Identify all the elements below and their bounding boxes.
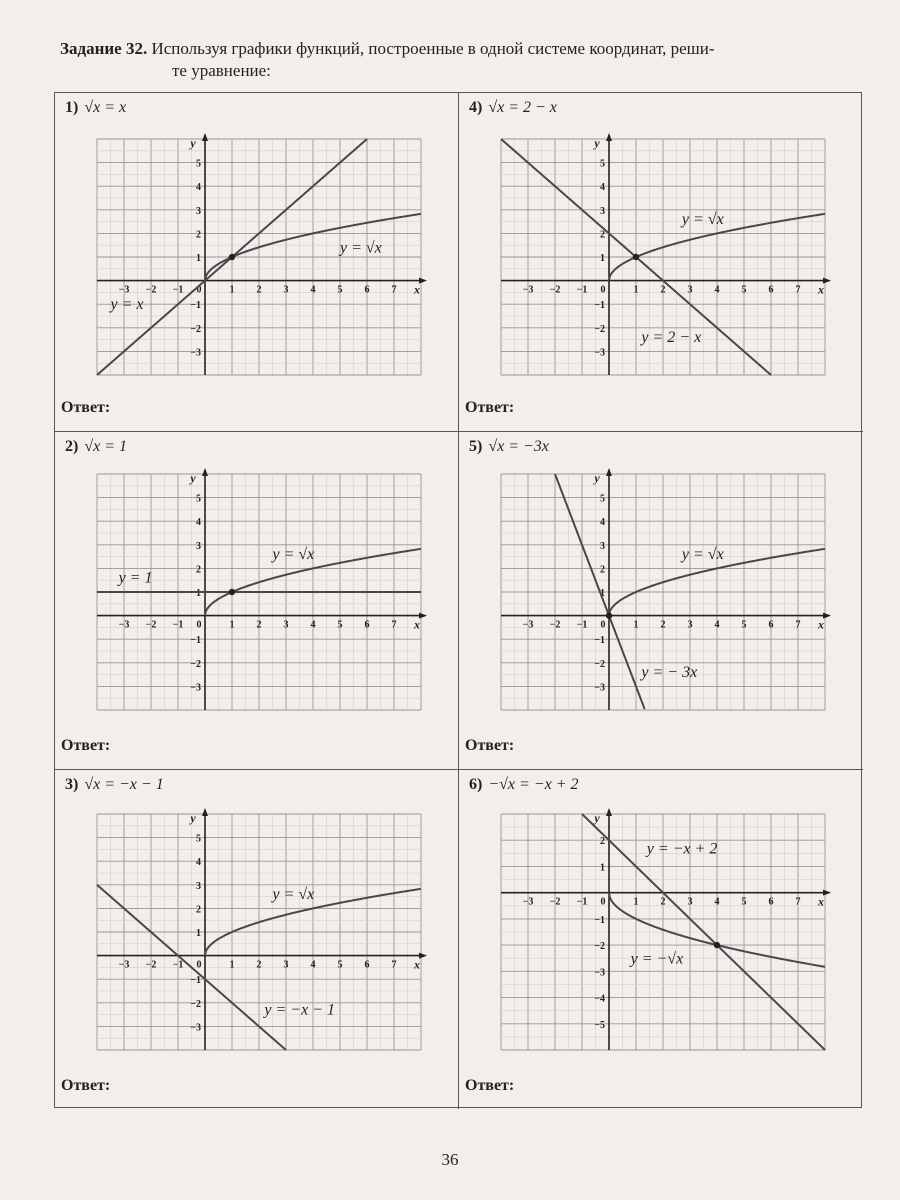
x-axis-arrow [823, 890, 831, 896]
x-tick-label: 1 [633, 896, 639, 908]
x-axis-arrow [419, 953, 427, 959]
x-tick-label: −1 [576, 284, 588, 296]
x-axis-arrow [823, 278, 831, 284]
answer-label: Ответ: [61, 1077, 111, 1094]
x-tick-label: −1 [576, 619, 588, 631]
task-label: 3) √x = −x − 1 [65, 776, 164, 793]
x-tick-label: 3 [687, 284, 693, 296]
x-tick-label: 6 [768, 896, 774, 908]
y-axis-name: y [190, 136, 196, 150]
x-tick-label: 2 [256, 284, 262, 296]
y-tick-label: −3 [594, 682, 605, 694]
task-label: 1) √x = x [65, 99, 127, 116]
y-tick-label: −2 [190, 323, 201, 335]
function-label: y = − 3x [641, 663, 698, 681]
y-tick-label: −1 [190, 300, 201, 312]
intersection-point [633, 254, 639, 260]
y-tick-label: −3 [190, 682, 201, 694]
y-tick-label: −1 [594, 300, 605, 312]
y-tick-label: 2 [600, 836, 605, 848]
y-tick-label: 4 [600, 182, 605, 194]
y-tick-label: 1 [196, 928, 201, 939]
x-tick-label: −1 [172, 619, 184, 631]
task-label: 2) √x = 1 [65, 438, 128, 455]
x-tick-label: −2 [145, 619, 157, 631]
y-tick-label: −3 [594, 347, 605, 359]
y-tick-label: 2 [196, 229, 201, 241]
x-tick-label: 2 [660, 896, 666, 908]
y-tick-label: −4 [594, 993, 605, 1005]
y-tick-label: −2 [190, 998, 201, 1010]
answer-label: Ответ: [61, 399, 111, 416]
task-cell-1 [55, 93, 459, 432]
task-number: Задание 32. [60, 39, 148, 58]
y-tick-label: 1 [600, 253, 605, 264]
y-tick-label: −2 [594, 658, 605, 670]
x-tick-label: 5 [741, 896, 747, 908]
y-tick-label: 5 [600, 493, 605, 505]
y-axis-name: y [594, 471, 600, 485]
x-tick-label: −2 [549, 284, 561, 296]
answer-label: Ответ: [465, 399, 515, 416]
x-tick-label: 6 [768, 284, 774, 296]
x-tick-label: 0 [600, 284, 606, 296]
tasks-table [54, 92, 862, 1108]
x-tick-label: 2 [256, 959, 262, 971]
x-tick-label: −1 [172, 959, 184, 971]
y-axis-arrow [202, 133, 208, 141]
task-cell-3 [55, 770, 459, 1109]
x-axis-arrow [419, 613, 427, 619]
y-tick-label: −1 [190, 635, 201, 647]
graph-4 [501, 136, 825, 375]
y-tick-label: 5 [196, 493, 201, 505]
x-tick-label: −3 [522, 896, 534, 908]
x-tick-label: 1 [229, 959, 235, 971]
y-tick-label: 1 [600, 862, 605, 874]
x-tick-label: 4 [310, 959, 316, 971]
x-tick-label: 0 [196, 619, 202, 631]
y-tick-label: −1 [594, 914, 605, 926]
y-tick-label: 5 [600, 158, 605, 170]
x-tick-label: 3 [687, 619, 693, 631]
y-tick-label: 5 [196, 158, 201, 170]
x-tick-label: 6 [364, 284, 370, 296]
x-tick-label: −3 [118, 284, 130, 296]
y-axis-name: y [190, 471, 196, 485]
y-axis-arrow [202, 808, 208, 816]
x-tick-label: 7 [795, 619, 801, 631]
y-tick-label: 3 [196, 540, 201, 552]
x-tick-label: 2 [256, 619, 262, 631]
x-axis-arrow [823, 613, 831, 619]
x-tick-label: 0 [600, 896, 606, 908]
y-tick-label: 4 [196, 182, 201, 194]
y-tick-label: −1 [190, 975, 201, 987]
x-axis-arrow [419, 278, 427, 284]
answer-label: Ответ: [465, 1077, 515, 1094]
function-label: y = 2 − x [641, 328, 702, 346]
x-tick-label: −1 [172, 284, 184, 296]
x-axis-name: x [414, 282, 420, 297]
task-equation: √x = −x − 1 [84, 776, 164, 793]
x-tick-label: −3 [522, 619, 534, 631]
y-tick-label: 2 [196, 904, 201, 916]
x-tick-label: −3 [118, 959, 130, 971]
task-equation: √x = 2 − x [488, 99, 557, 116]
task-heading [60, 38, 890, 82]
x-tick-label: 7 [391, 619, 397, 631]
function-label: y = √x [681, 210, 724, 228]
y-tick-label: −5 [594, 1019, 605, 1031]
intersection-point [606, 612, 612, 618]
task-cell-2 [55, 432, 459, 770]
graph-5 [501, 471, 825, 710]
y-tick-label: 2 [196, 564, 201, 576]
x-tick-label: 3 [283, 284, 289, 296]
x-tick-label: 7 [391, 959, 397, 971]
intersection-point [229, 589, 235, 595]
y-tick-label: 4 [196, 857, 201, 869]
x-tick-label: 5 [337, 619, 343, 631]
task-equation: −√x = −x + 2 [488, 776, 579, 793]
x-tick-label: 5 [337, 959, 343, 971]
x-axis-name: x [818, 282, 824, 297]
function-label: y = √x [272, 545, 315, 563]
x-axis-name: x [818, 894, 824, 909]
x-tick-label: −2 [145, 959, 157, 971]
graph-2 [97, 471, 421, 710]
graph-6 [501, 811, 825, 1050]
x-tick-label: 0 [196, 284, 202, 296]
x-tick-label: 0 [600, 619, 606, 631]
y-axis-arrow [202, 468, 208, 476]
y-tick-label: 4 [196, 517, 201, 529]
x-tick-label: 7 [795, 284, 801, 296]
function-label: y = −√x [630, 950, 684, 968]
y-tick-label: −3 [190, 347, 201, 359]
y-tick-label: 2 [600, 229, 605, 241]
y-axis-arrow [606, 468, 612, 476]
task-label: 4) √x = 2 − x [469, 99, 557, 116]
intersection-point [229, 254, 235, 260]
function-label: y = 1 [118, 569, 153, 587]
x-tick-label: 6 [364, 619, 370, 631]
x-tick-label: 4 [714, 896, 720, 908]
x-tick-label: 2 [660, 284, 666, 296]
y-tick-label: −2 [594, 323, 605, 335]
y-axis-arrow [606, 133, 612, 141]
task-text-line2: те уравнение: [172, 61, 271, 80]
x-tick-label: 2 [660, 619, 666, 631]
x-tick-label: −2 [549, 619, 561, 631]
x-tick-label: 5 [337, 284, 343, 296]
y-tick-label: 3 [196, 205, 201, 217]
y-tick-label: 2 [600, 564, 605, 576]
x-tick-label: 1 [229, 619, 235, 631]
y-axis-name: y [594, 811, 600, 825]
page-number: 36 [441, 1150, 459, 1169]
y-axis-arrow [606, 808, 612, 816]
x-tick-label: 1 [633, 619, 639, 631]
task-cell-5 [459, 432, 863, 770]
x-tick-label: 1 [229, 284, 235, 296]
y-tick-label: 1 [196, 253, 201, 264]
function-label: y = x [110, 295, 144, 313]
task-text-line1: Используя графики функций, построенные в одной системе координат, реши- [151, 39, 715, 58]
x-tick-label: 3 [687, 896, 693, 908]
task-label: 5) √x = −3x [469, 438, 549, 455]
y-tick-label: −2 [190, 658, 201, 670]
y-tick-label: 1 [196, 588, 201, 599]
function-label: y = √x [340, 239, 382, 257]
x-tick-label: 4 [714, 284, 720, 296]
y-axis-name: y [594, 136, 600, 150]
x-tick-label: 1 [633, 284, 639, 296]
task-equation: √x = −3x [488, 438, 549, 455]
y-tick-label: 3 [600, 540, 605, 552]
x-tick-label: 6 [768, 619, 774, 631]
x-tick-label: 3 [283, 619, 289, 631]
function-label: y = √x [272, 885, 315, 903]
y-tick-label: 4 [600, 517, 605, 529]
x-tick-label: −1 [576, 896, 588, 908]
intersection-point [714, 942, 720, 948]
x-axis-name: x [414, 957, 420, 972]
y-tick-label: −3 [594, 967, 605, 979]
task-equation: √x = x [84, 99, 127, 116]
function-label: y = −x − 1 [264, 1001, 335, 1019]
x-tick-label: 7 [391, 284, 397, 296]
y-tick-label: −2 [594, 941, 605, 953]
x-tick-label: 6 [364, 959, 370, 971]
function-label: y = −x + 2 [646, 840, 718, 858]
function-label: y = √x [681, 545, 724, 563]
answer-label: Ответ: [465, 737, 515, 754]
answer-label: Ответ: [61, 737, 111, 754]
x-tick-label: −3 [118, 619, 130, 631]
task-cell-6 [459, 770, 863, 1109]
x-tick-label: 4 [310, 284, 316, 296]
task-label: 6) −√x = −x + 2 [469, 776, 579, 793]
graph-1 [97, 136, 421, 375]
x-tick-label: 5 [741, 619, 747, 631]
x-tick-label: 4 [714, 619, 720, 631]
x-axis-name: x [818, 617, 824, 632]
task-equation: √x = 1 [84, 438, 128, 455]
y-tick-label: −1 [594, 635, 605, 647]
y-tick-label: 3 [600, 205, 605, 217]
x-tick-label: 3 [283, 959, 289, 971]
x-tick-label: −2 [549, 896, 561, 908]
x-tick-label: −3 [522, 284, 534, 296]
y-tick-label: 3 [196, 880, 201, 892]
y-tick-label: −3 [190, 1022, 201, 1034]
x-tick-label: −2 [145, 284, 157, 296]
x-axis-name: x [414, 617, 420, 632]
x-tick-label: 7 [795, 896, 801, 908]
x-tick-label: 5 [741, 284, 747, 296]
graph-3 [97, 811, 421, 1050]
x-tick-label: 4 [310, 619, 316, 631]
y-axis-name: y [190, 811, 196, 825]
y-tick-label: 1 [600, 588, 605, 599]
task-cell-4 [459, 93, 863, 432]
x-tick-label: 0 [196, 959, 202, 971]
y-tick-label: 5 [196, 833, 201, 845]
